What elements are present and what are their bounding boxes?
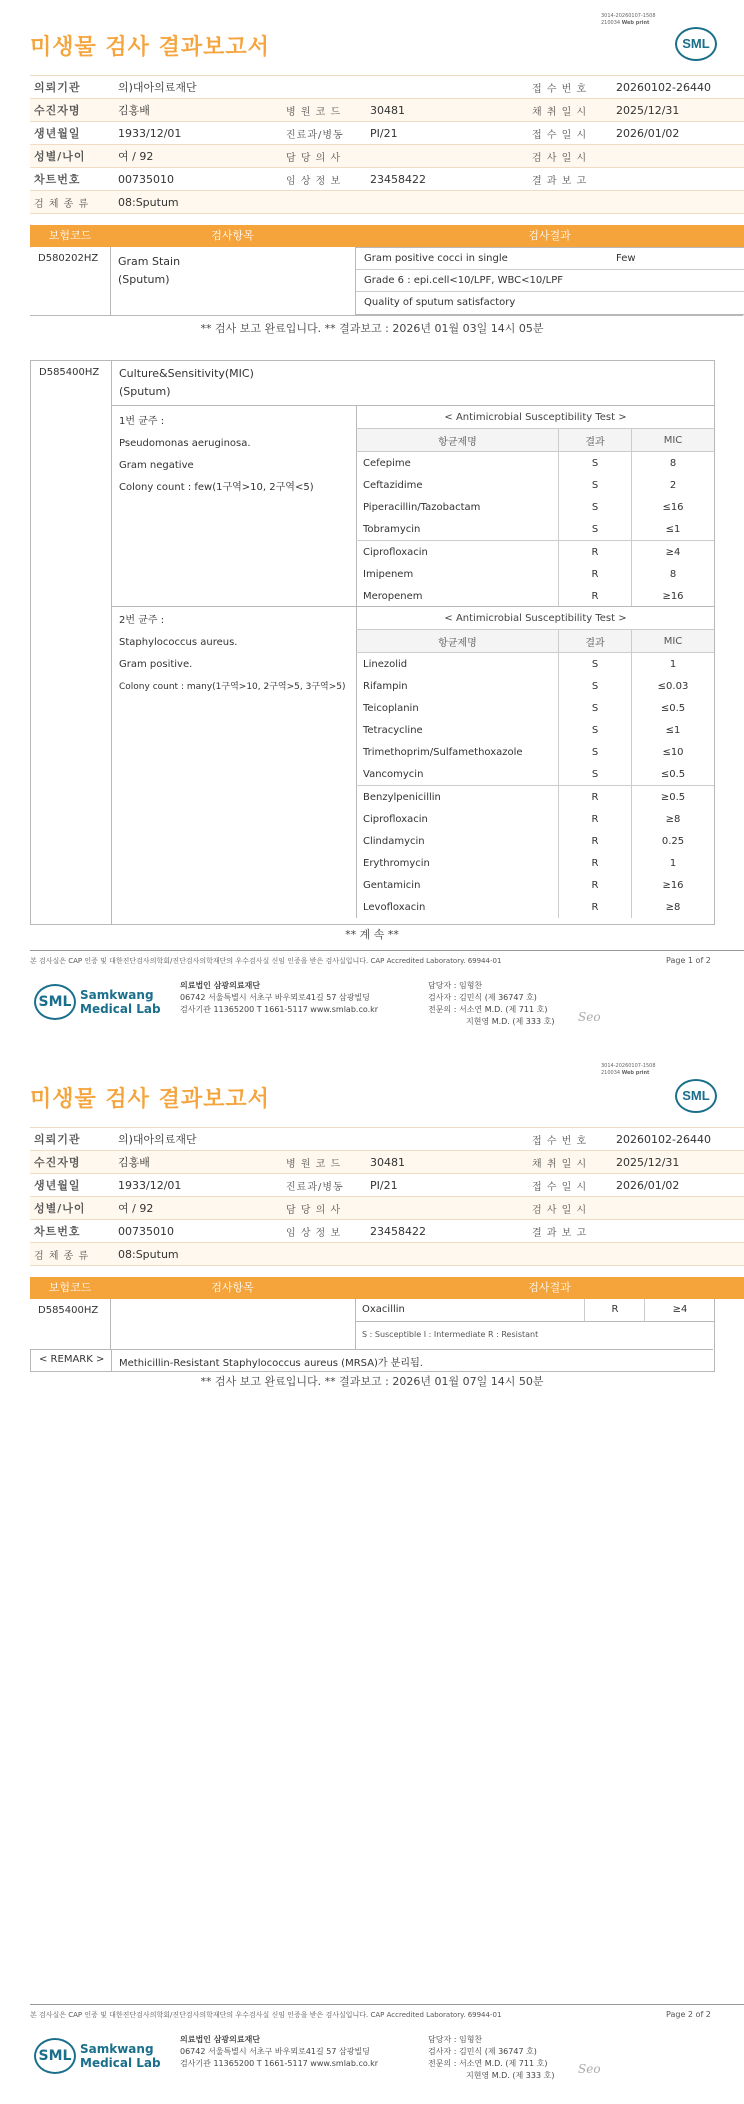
ast-cell-mic: 8: [632, 563, 715, 585]
ast-row: [357, 786, 715, 809]
ast-cell-mic: ≤16: [632, 496, 715, 518]
ast-row: [357, 852, 715, 874]
ast-cell-r: R: [559, 585, 632, 607]
ast-row: [357, 874, 715, 896]
ast-cell-mic: ≤0.5: [632, 697, 715, 719]
ast-cell-r: R: [559, 852, 632, 874]
print-stamp-2: 3014-20260107-1508 210034 Web print: [601, 1063, 656, 1076]
ast-table-2: < Antimicrobial Susceptibility Test > 항균제명 결과 MIC Linezolid S 1 Rifampin S ≤0.03 Teicoplanin S ≤0.5 Tetracycline S ≤1 Trimethoprim/Sulfamethoxazole S ≤10 Vancomycin S ≤0.5 Benzylpenicillin R ≥0.5 Ciprofloxacin R ≥8 Clindamycin R 0.25 Erythromycin R 1 Gentamicin R ≥16 Levofloxacin R ≥8: [356, 607, 714, 918]
ast-cell-drug: Vancomycin: [363, 768, 424, 780]
ast-row: [357, 541, 715, 564]
ast-row: [357, 563, 715, 585]
ast-cell-r: S: [559, 474, 632, 496]
ast-cell-r: S: [559, 653, 632, 676]
ast-row: [357, 653, 715, 676]
column-header-bar: 보험코드 검사항목 검사결과: [30, 225, 744, 247]
ast-table-1: < Antimicrobial Susceptibility Test > 항균제명 결과 MIC Cefepime S 8 Ceftazidime S 2 Piperacillin/Tazobactam S ≤16 Tobramycin S ≤1 Ciprofloxacin R ≥4 Imipenem R 8 Meropenem R ≥16: [356, 406, 714, 607]
culture-block: D585400HZ Culture&Sensitivity(MIC) (Sputum) 1번 균주 : Pseudomonas aeruginosa. Gram negative Colony count : few(1구역>10, 2구역<5) < Antimicrobial Susceptibility Test > 항균제명 결과 MIC Cefepime S 8 Ceftazidime S 2 Piperacillin/Tazobactam S ≤16 Tobramycin S ≤1 Ciprofloxacin R ≥4 Imipenem R 8 Meropenem R ≥16 2번 균주 : Staphylococcus aureus. Gram positive. Colony count : many(1구역>10, 2구역>5, 3구역>5) < Antimicrobial Susceptibility Test > 항균제명 결과 MIC Linezolid S 1 Rifampin S ≤0.03 Teicoplanin S ≤0.5 Tetracycline S ≤1 Trimethoprim/Sulfamethoxazole S ≤10 Vancomycin S ≤0.5 Benzylpenicillin R ≥0.5 Ciprofloxacin R ≥8 Clindamycin R 0.25 Erythromycin R 1 Gentamicin R ≥16 Levofloxacin R ≥8: [30, 360, 715, 925]
lab-name: Samkwang Medical Lab: [80, 988, 161, 1016]
ast-cell-drug: Cefepime: [363, 457, 411, 469]
signature-2: Seo: [578, 2062, 601, 2076]
report-title-2: 미생물 검사 결과보고서: [30, 1087, 270, 1112]
ast-cell-drug: Meropenem: [363, 590, 423, 602]
ast-row: [357, 518, 715, 541]
signature: Seo: [578, 1010, 601, 1024]
oxacillin-row: D585400HZ Oxacillin R ≥4 S : Susceptible I : Intermediate R : Resistant: [30, 1299, 713, 1350]
ast-cell-r: S: [559, 675, 632, 697]
ast-cell-r: R: [559, 896, 632, 918]
ast-cell-mic: 2: [632, 474, 715, 496]
ast-cell-r: R: [559, 830, 632, 852]
ast-cell-drug: Erythromycin: [363, 857, 430, 869]
ast-cell-mic: ≤1: [632, 518, 715, 541]
ast-cell-drug: Gentamicin: [363, 879, 421, 891]
ast-cell-drug: Trimethoprim/Sulfamethoxazole: [363, 746, 523, 758]
continued-note: ** 계 속 **: [345, 928, 399, 941]
ast-cell-mic: 8: [632, 452, 715, 475]
remark-row: < REMARK > Methicillin-Resistant Staphylococcus aureus (MRSA)가 분리됨.: [30, 1349, 715, 1372]
sml-footer-logo: SML: [34, 984, 76, 1020]
page-number-2: Page 2 of 2: [666, 2010, 711, 2019]
ast-cell-r: R: [559, 541, 632, 564]
ast-cell-mic: ≥4: [632, 541, 715, 564]
ast-cell-mic: 1: [632, 852, 715, 874]
ast-row: [357, 697, 715, 719]
ast-row: [357, 830, 715, 852]
ast-cell-mic: ≥0.5: [632, 786, 715, 809]
column-header-bar-2: 보험코드 검사항목 검사결과: [30, 1277, 744, 1299]
report-complete-note-2: ** 검사 보고 완료입니다. ** 결과보고 : 2026년 01월 07일 14시 50분: [200, 1375, 544, 1388]
ast-cell-r: S: [559, 452, 632, 475]
sml-logo: SML: [675, 27, 717, 61]
ast-row: [357, 763, 715, 786]
ast-cell-drug: Teicoplanin: [363, 702, 419, 714]
ast-cell-r: S: [559, 496, 632, 518]
ast-cell-drug: Benzylpenicillin: [357, 786, 559, 809]
sml-logo-2: SML: [675, 1079, 717, 1113]
ast-cell-r: R: [559, 874, 632, 896]
ast-cell-mic: ≤10: [632, 741, 715, 763]
ast-cell-r: S: [559, 719, 632, 741]
lab-address-2: 의료법인 삼광의료재단 06742 서울특별시 서초구 바우뫼로41길 57 삼광빌딩 검사기관 11365200 T 1661-5117 www.smlab.co.kr: [180, 2035, 379, 2068]
ast-cell-drug: Ceftazidime: [363, 479, 423, 491]
lab-staff-2: 담당자 : 임형찬 검사자 : 김민식 (제 36747 호) 전문의 : 서소연 M.D. (제 711 호) 지현영 M.D. (제 333 호): [428, 2035, 555, 2080]
ast-row: [357, 474, 715, 496]
report-title: 미생물 검사 결과보고서: [30, 35, 270, 60]
ast-cell-mic: ≤0.03: [632, 675, 715, 697]
lab-address: 의료법인 삼광의료재단 06742 서울특별시 서초구 바우뫼로41길 57 삼광빌딩 검사기관 11365200 T 1661-5117 www.smlab.co.kr: [180, 981, 379, 1014]
ast-cell-drug: Tobramycin: [363, 523, 421, 535]
ast-cell-drug: Tetracycline: [363, 724, 423, 736]
ast-cell-mic: ≥16: [632, 874, 715, 896]
ast-row: [357, 808, 715, 830]
ast-row: [357, 675, 715, 697]
print-stamp: 3014-20260107-1508 210034 Web print: [601, 13, 656, 26]
sml-footer-logo-2: SML: [34, 2038, 76, 2074]
ast-cell-mic: ≤1: [632, 719, 715, 741]
ast-cell-r: S: [559, 697, 632, 719]
ast-cell-drug: Ciprofloxacin: [363, 813, 428, 825]
patient-header: 의뢰기관 의)대아의료재단 접 수 번 호 20260102-26440 수진자명 김홍배 병 원 코 드 30481 채 취 일 시 2025/12/31 생년월일 1933/12/01 진료과/병동 PI/21 접 수 일 시 2026/01/02 성별/나이 여 / 92 담 당 의 사 검 사 일 시 차트번호 00735010 임 상 정 보 23458422 결 과 보 고 검 체 종 류 08:Sputum: [30, 75, 744, 214]
ast-row: [357, 585, 715, 607]
ast-row: [357, 719, 715, 741]
report-complete-note: ** 검사 보고 완료입니다. ** 결과보고 : 2026년 01월 03일 14시 05분: [200, 322, 544, 335]
ast-cell-drug: Imipenem: [363, 568, 414, 580]
result-legend: S : Susceptible I : Intermediate R : Resistant: [362, 1330, 539, 1339]
ast-cell-mic: ≥8: [632, 896, 715, 918]
ast-cell-drug: Levofloxacin: [363, 901, 426, 913]
gram-stain-row: D580202HZ Gram Stain (Sputum) Gram positive cocci in single Few Grade 6 : epi.cell<10/LPF, WBC<10/LPF Quality of sputum satisfactory: [30, 247, 743, 316]
gram-result-box: Gram positive cocci in single Few Grade 6 : epi.cell<10/LPF, WBC<10/LPF Quality of sputum satisfactory: [355, 247, 744, 315]
ast-cell-r: R: [559, 786, 632, 809]
ast-cell-r: S: [559, 763, 632, 786]
ast-cell-r: R: [559, 563, 632, 585]
ast-cell-drug: Ciprofloxacin: [357, 541, 559, 564]
ast-cell-mic: 1: [632, 653, 715, 676]
ast-row: [357, 741, 715, 763]
ast-cell-mic: ≥8: [632, 808, 715, 830]
ast-cell-r: S: [559, 518, 632, 541]
patient-header-2: 의뢰기관 의)대아의료재단 접 수 번 호 20260102-26440 수진자명 김홍배 병 원 코 드 30481 채 취 일 시 2025/12/31 생년월일 1933/12/01 진료과/병동 PI/21 접 수 일 시 2026/01/02 성별/나이 여 / 92 담 당 의 사 검 사 일 시 차트번호 00735010 임 상 정 보 23458422 결 과 보 고 검 체 종 류 08:Sputum: [30, 1127, 744, 1266]
ast-row: [357, 496, 715, 518]
ast-cell-drug: Linezolid: [363, 658, 408, 670]
ast-row: [357, 896, 715, 918]
ast-row: [357, 452, 715, 475]
isolate-2: 2번 균주 : Staphylococcus aureus. Gram positive. Colony count : many(1구역>10, 2구역>5, 3구역>5): [119, 615, 346, 692]
isolate-1: 1번 균주 : Pseudomonas aeruginosa. Gram negative Colony count : few(1구역>10, 2구역<5): [119, 416, 314, 493]
ast-cell-drug: Clindamycin: [363, 835, 425, 847]
ast-cell-r: R: [559, 808, 632, 830]
ast-cell-mic: 0.25: [632, 830, 715, 852]
lab-name-2: Samkwang Medical Lab: [80, 2042, 161, 2070]
remark-text: Methicillin-Resistant Staphylococcus aureus (MRSA)가 분리됨.: [119, 1358, 423, 1369]
ast-cell-drug: Rifampin: [363, 680, 408, 692]
ast-cell-mic: ≥16: [632, 585, 715, 607]
ast-cell-mic: ≤0.5: [632, 763, 715, 786]
cap-accreditation: 본 검사실은 CAP 인증 및 대한진단검사의학회/진단검사의학재단의 우수검사실 신임 인증을 받은 검사실입니다. CAP Accredited Laboratory. 69944-01: [30, 957, 502, 965]
lab-staff: 담당자 : 임형찬 검사자 : 김민식 (제 36747 호) 전문의 : 서소연 M.D. (제 711 호) 지현영 M.D. (제 333 호): [428, 981, 555, 1026]
ast-cell-r: S: [559, 741, 632, 763]
page-number: Page 1 of 2: [666, 956, 711, 965]
cap-accreditation-2: 본 검사실은 CAP 인증 및 대한진단검사의학회/진단검사의학재단의 우수검사실 신임 인증을 받은 검사실입니다. CAP Accredited Laboratory. 69944-01: [30, 2011, 502, 2019]
ast-cell-drug: Piperacillin/Tazobactam: [363, 501, 481, 513]
